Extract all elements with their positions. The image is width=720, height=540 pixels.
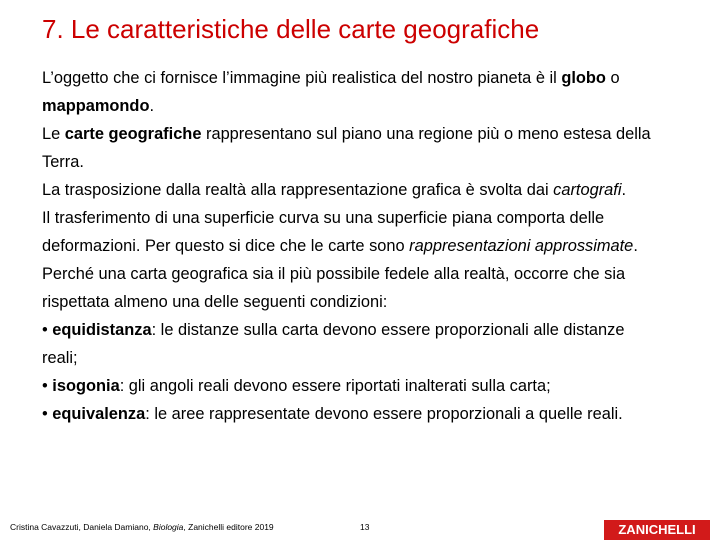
bullet-marker: • xyxy=(42,405,53,423)
text: Le xyxy=(42,125,65,143)
term-mappamondo: mappamondo xyxy=(42,97,150,115)
bullet-text: : gli angoli reali devono essere riportati inalterati sulla carta; xyxy=(119,377,551,395)
text: L’oggetto che ci fornisce l’immagine più realistica del nostro pianeta è il xyxy=(42,69,562,87)
slide-title: 7. Le caratteristiche delle carte geografiche xyxy=(42,14,540,44)
term-isogonia: isogonia xyxy=(52,377,120,395)
slide-body xyxy=(42,64,662,428)
term-globo: globo xyxy=(561,69,606,87)
bullet-text: : le distanze sulla carta devono essere proporzionali alle distanze reali; xyxy=(42,321,625,367)
text: . xyxy=(149,97,155,115)
term-equidistanza: equidistanza xyxy=(52,321,152,339)
bullet-equidistanza xyxy=(42,316,662,372)
zanichelli-logo: ZANICHELLI xyxy=(604,520,710,540)
text: La trasposizione dalla realtà alla rappresentazione grafica è svolta dai xyxy=(42,181,554,199)
bullet-marker: • xyxy=(42,377,53,395)
bullet-equivalenza xyxy=(42,400,662,428)
term-carte-geografiche: carte geografiche xyxy=(64,125,202,143)
text: . xyxy=(633,237,638,255)
term-rappresentazioni-approssimate: rappresentazioni approssimate xyxy=(409,237,634,255)
paragraph-carte xyxy=(42,120,662,176)
bullet-isogonia xyxy=(42,372,662,400)
bullet-text: : le aree rappresentate devono essere proporzionali a quelle reali. xyxy=(145,405,623,423)
text: rappresentano sul piano una regione più o meno estesa della Terra. xyxy=(42,125,651,171)
footer-credit xyxy=(10,522,274,532)
term-cartografi: cartografi xyxy=(553,181,622,199)
credit-book: Biologia xyxy=(153,522,184,532)
text: o xyxy=(605,69,620,87)
text: Il trasferimento di una superficie curva su una superficie piana comporta delle deformazioni. Per questo si dice che le carte sono xyxy=(42,209,605,255)
page-number: 13 xyxy=(360,522,370,532)
credit-publisher: , Zanichelli editore 2019 xyxy=(183,522,274,532)
bullet-marker: • xyxy=(42,321,53,339)
paragraph-condizioni: Perché una carta geografica sia il più possibile fedele alla realtà, occorre che sia rispettata almeno una delle seguenti condizioni: xyxy=(42,265,626,311)
credit-authors: Cristina Cavazzuti, Daniela Damiano, xyxy=(10,522,154,532)
paragraph-deformazioni xyxy=(42,204,662,260)
term-equivalenza: equivalenza xyxy=(52,405,146,423)
paragraph-cartografi xyxy=(42,176,662,204)
text: . xyxy=(621,181,627,199)
paragraph-globo xyxy=(42,64,662,120)
